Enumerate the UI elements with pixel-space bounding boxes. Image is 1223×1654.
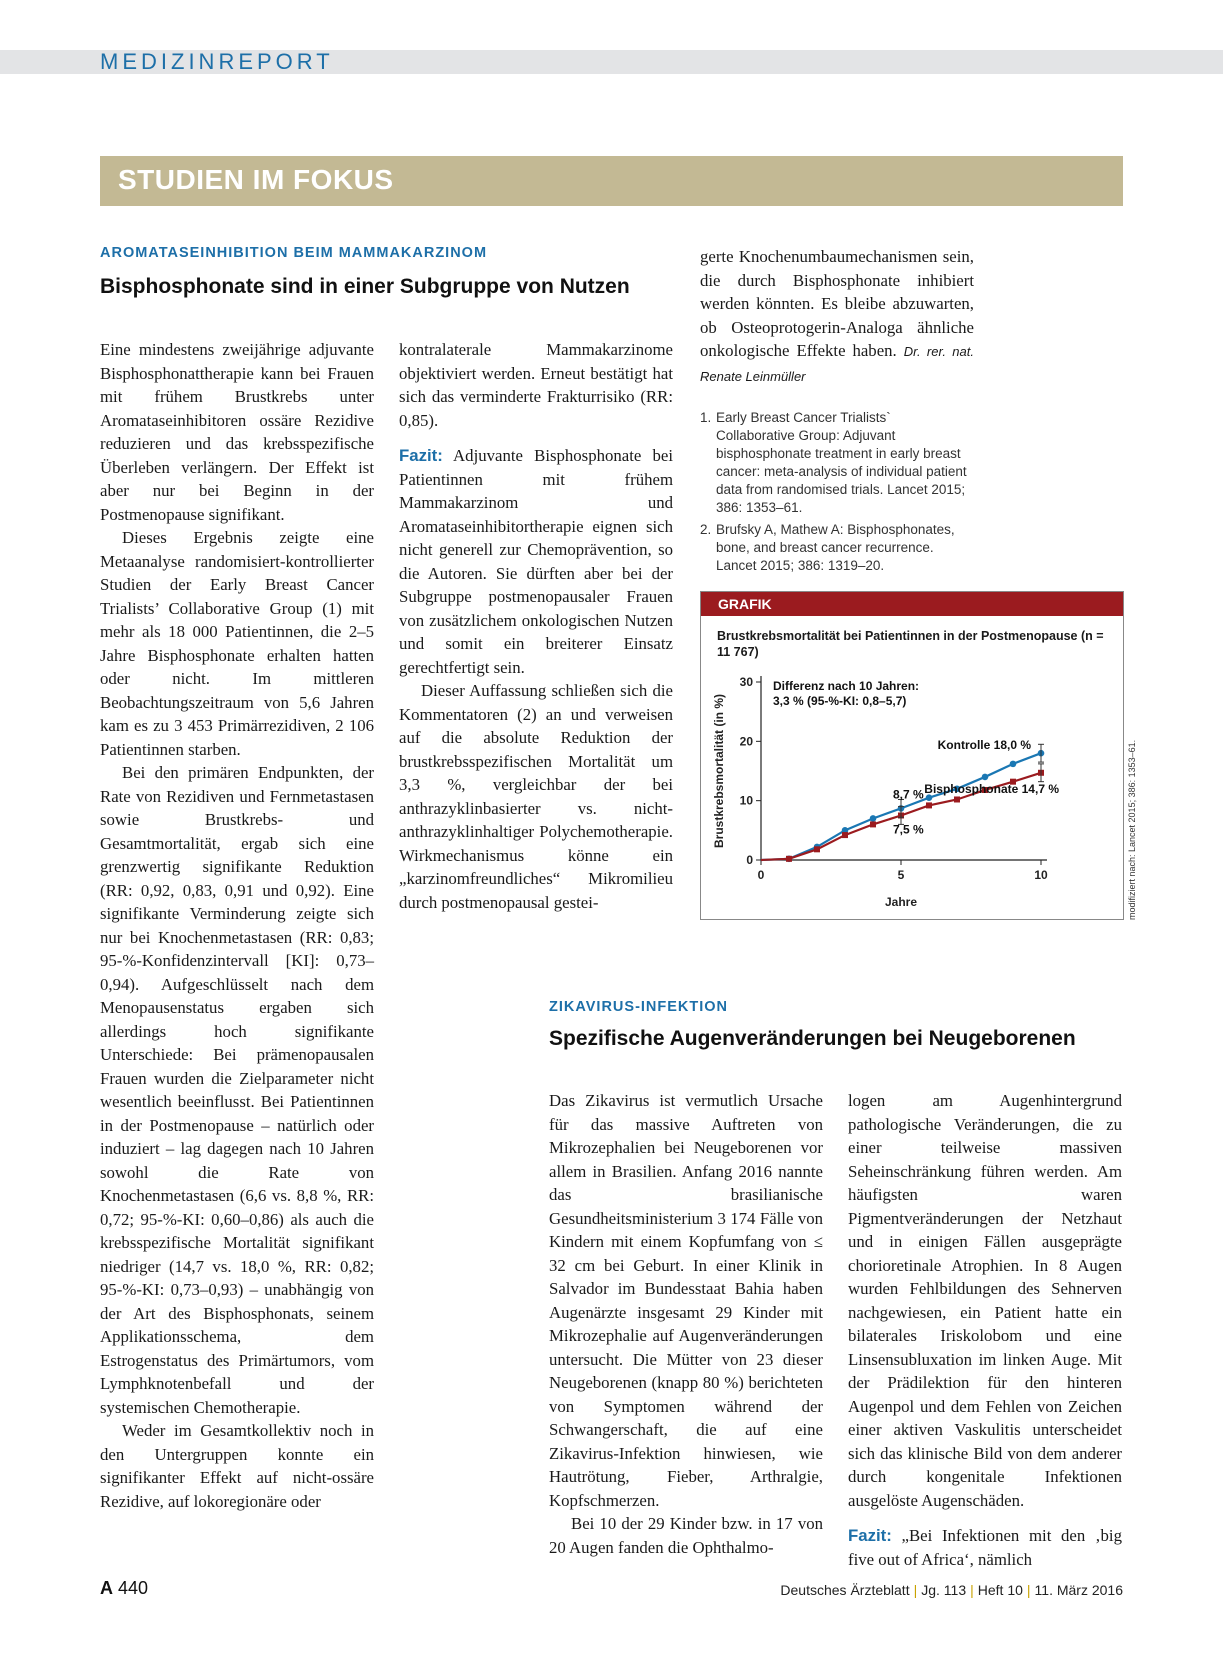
issue: Heft 10 [977, 1582, 1023, 1598]
date: 11. März 2016 [1034, 1582, 1123, 1598]
journal-name: Deutsches Ärzteblatt [780, 1582, 910, 1598]
x-tick-label: 0 [757, 868, 765, 882]
bisphosphonate-label: Bisphosphonate 14,7 % [924, 781, 1059, 796]
y-tick-label: 0 [746, 853, 753, 867]
annotation-7-5: 7,5 % [893, 822, 924, 837]
article2-headline: Spezifische Augenveränderungen bei Neugeborenen [549, 1027, 1076, 1050]
data-point-kontrolle [870, 815, 877, 822]
paragraph: Bei den primären Endpunkten, der Rate von Rezidiven und Fernmetastasen sowie Brustkrebs- und Gesamtmortalität, ergab sich eine grenzwertig signifikante Reduktion (RR: 0,92, 0,83, 0,91 und 0,92). Eine signifikante Verminderung zeigte sich nur bei Knochenmetastasen (RR: 0,83; 95-%-Konfidenzintervall [KI]: 0,73–0,94). Aufgeschlüsselt nach dem Menopausenstatus ergaben sich allerdings hoch signifikante Unterschiede: Bei prämenopausalen Frauen wurden die Zielparameter nicht wesentlich beeinflusst. Bei Patientinnen in der Postmenopause – natürlich oder induziert – lag dagegen nach 10 Jahren sowohl die Rate von Knochenmetastasen (6,6 vs. 8,8 %, RR: 0,72; 95-%-KI: 0,60–0,86) als auch die krebsspezifische Mortalität signifikant niedriger (14,7 vs. 18,0 %, RR: 0,82; 95-%-KI: 0,73–0,93) – unabhängig von der Art des Bisphosphonats, seinem Applikationsschema, dem Estrogenstatus des Primärtumors, vom Lymphknotenbefall und der systemischen Chemotherapie. [100, 763, 374, 1417]
chart-svg [701, 592, 1123, 919]
paragraph [700, 245, 974, 388]
article2-kicker: ZIKAVIRUS-INFEKTION [549, 999, 729, 1015]
y-tick-label: 10 [739, 793, 753, 808]
data-point-bisphosphonate [814, 846, 820, 852]
paragraph: Weder im Gesamtkollektiv noch in den Untergruppen konnte ein signifikanter Effekt auf nicht-ossäre Rezidive, auf lokoregionäre oder [100, 1421, 374, 1511]
fazit-label: Fazit: [399, 446, 443, 465]
article1-headline: Bisphosphonate sind in einer Subgruppe von Nutzen [100, 275, 630, 298]
page-number [100, 1578, 148, 1599]
section-banner [100, 156, 1123, 206]
banner-title: STUDIEN IM FOKUS [118, 164, 394, 195]
references [700, 409, 970, 579]
article1-column-1 [100, 338, 374, 1513]
data-point-bisphosphonate [926, 802, 932, 808]
x-tick-label: 10 [1034, 868, 1048, 882]
fazit-text: „Bei Infektionen mit den ‚big five out of Africa‘, nämlich [848, 1526, 1122, 1569]
paragraph: Eine mindestens zweijährige adjuvante Bisphosphonattherapie kann bei Frauen mit frühem Brustkrebs unter Aromataseinhibitoren ossäre Rezidive reduzieren und das krebsspezifische Überleben verlängern. Der Effekt ist aber nur bei Beginn in der Postmenopause signifikant. [100, 340, 374, 524]
paragraph: logen am Augenhintergrund pathologische Veränderungen, die zu einer teilweise massiven Seheinschränkung führen werden. Am häufigsten waren Pigmentveränderungen der Netzhaut und in einigen Fällen ausgeprägte chorioretinale Atrophien. In 8 Augen wurden Fehlbildungen des Sehnerven nachgewiesen, ein Patient hatte ein bilaterales Iriskolobom und eine Linsensubluxation im linken Auge. Mit der Prädilektion für den hinteren Augenpol und dem Fehlen von Zeichen einer aktiven Vaskulitis unterscheidet sich das klinische Bild von dem anderer durch kongenitale Infektionen ausgelöste Augenschäden. [848, 1091, 1122, 1510]
article1-column-3 [700, 245, 974, 388]
paragraph-text: gerte Knochenumbaumechanismen sein, die durch Bisphosphonate inhibiert werden könnten. Es bleibe abzuwarten, ob Osteoprotogerin-Analoga ähnliche onkologische Effekte haben. [700, 247, 974, 360]
article1-column-2 [399, 338, 673, 914]
y-axis-label: Brustkrebsmortalität (in %) [712, 693, 726, 849]
annotation-difference-line2: 3,3 % (95-%-KI: 0,8–5,7) [773, 694, 907, 708]
annotation-8-7: 8,7 % [893, 787, 924, 802]
volume: Jg. 113 [921, 1582, 967, 1598]
paragraph: Das Zikavirus ist vermutlich Ursache für das massive Auftreten von Mikrozephalien bei Neugeborenen vor allem in Brasilien. Anfang 2016 nannte das brasilianische Gesundheitsministerium 3 174 Fälle von Kindern mit einem Kopfumfang von ≤ 32 cm bei Geburt. In einer Klinik in Salvador im Bundesstaat Bahia haben Augenärzte insgesamt 29 Kinder mit Mikrozephalie auf Augenveränderungen untersucht. Die Mütter von 23 dieser Neugeborenen (knapp 80 %) berichteten von Symptomen während der Schwangerschaft, die auf eine Zikavirus-Infektion hinwiesen, wie Hautrötung, Fieber, Arthralgie, Kopfschmerzen. [549, 1091, 823, 1510]
footer-citation: Deutsches Ärzteblatt | Jg. 113 | Heft 10 | 11. März 2016 [780, 1582, 1123, 1598]
fazit-paragraph [399, 444, 673, 679]
reference-text: Brufsky A, Mathew A: Bisphosphonates, bone, and breast cancer recurrence. Lancet 2015; 386: 1319–20. [716, 522, 955, 573]
grafik-box [700, 591, 1124, 920]
source-note [1127, 739, 1141, 920]
reference-item [700, 521, 970, 575]
reference-item [700, 409, 970, 517]
fazit-text: Adjuvante Bisphosphonate bei Patientinnen mit frühem Mammakarzinom und Aromataseinhibitortherapie eignen sich nicht generell zur Chemoprävention, so die Autoren. Sie dürften aber bei der Subgruppe postmenopausaler Frauen von zusätzlichem onkologischen Nutzen und somit ein breiterer Einsatz gerechtfertigt sein. [399, 446, 673, 677]
paragraph: kontralaterale Mammakarzinome objektiviert werden. Erneut bestätigt hat sich das verminderte Frakturrisiko (RR: 0,85). [399, 340, 673, 430]
data-point-kontrolle [1010, 761, 1017, 768]
reference-text: Early Breast Cancer Trialists` Collaborative Group: Adjuvant bisphosphonate treatment in early breast cancer: meta-analysis of individual patient data from randomised trials. Lancet 2015; 386: 1353–61. [716, 410, 967, 515]
annotation-difference-line1: Differenz nach 10 Jahren: [773, 679, 920, 693]
paragraph: Dieser Auffassung schließen sich die Kommentatoren (2) an und verweisen auf die absolute Reduktion der brustkrebsspezifischen Mortalität um 3,3 %, vergleichbar der bei anthrazyklinbasierter vs. nicht-anthrazyklinhaltiger Polychemotherapie. Wirkmechanismus könne ein „karzinomfreundliches“ Mikromilieu durch postmenopausal gestei- [399, 681, 673, 912]
y-tick-label: 30 [739, 675, 753, 689]
data-point-bisphosphonate [842, 832, 848, 838]
paragraph: Dieses Ergebnis zeigte eine Metaanalyse randomisiert-kontrollierter Studien der Early Breast Cancer Trialists’ Collaborative Group (1) mit mehr als 18 000 Patientinnen, die 2–5 Jahre Bisphosphonate erhalten hatten oder nicht. Im mittleren Beobachtungszeitraum von 5,6 Jahren kam es zu 3 453 Primärrezidiven, 2 106 Patientinnen starben. [100, 528, 374, 759]
grafik-label: GRAFIK [701, 592, 1123, 616]
author: Dr. rer. nat. Renate Leinmüller [700, 344, 974, 384]
fazit-label: Fazit: [848, 1526, 892, 1545]
page-num: 440 [118, 1578, 149, 1598]
x-tick-label: 5 [897, 868, 905, 882]
article1-kicker: AROMATASEINHIBITION BEIM MAMMAKARZINOM [100, 245, 488, 261]
chart-title: Brustkrebsmortalität bei Patientinnen in der Postmenopause (n = 11 767) [717, 629, 1104, 659]
data-point-kontrolle [982, 774, 989, 781]
page-prefix: A [100, 1578, 113, 1598]
data-point-bisphosphonate [954, 796, 960, 802]
y-tick-label: 20 [739, 734, 753, 749]
reference-number: 2. [700, 522, 712, 537]
kontrolle-label: Kontrolle 18,0 % [937, 738, 1031, 753]
source-text: modifiziert nach: Lancet 2015; 386: 1353–61. [1127, 739, 1137, 920]
article2-column-1 [549, 1089, 823, 1559]
fazit-paragraph [848, 1524, 1122, 1571]
paragraph: Bei 10 der 29 Kinder bzw. in 17 von 20 Augen fanden die Ophthalmo- [549, 1514, 823, 1557]
reference-number: 1. [700, 410, 712, 425]
article2-column-2 [848, 1089, 1122, 1571]
section-label: MEDIZINREPORT [100, 49, 334, 74]
data-point-bisphosphonate [870, 821, 876, 827]
data-point-bisphosphonate [786, 856, 792, 862]
x-axis-label: Jahre [884, 895, 918, 909]
